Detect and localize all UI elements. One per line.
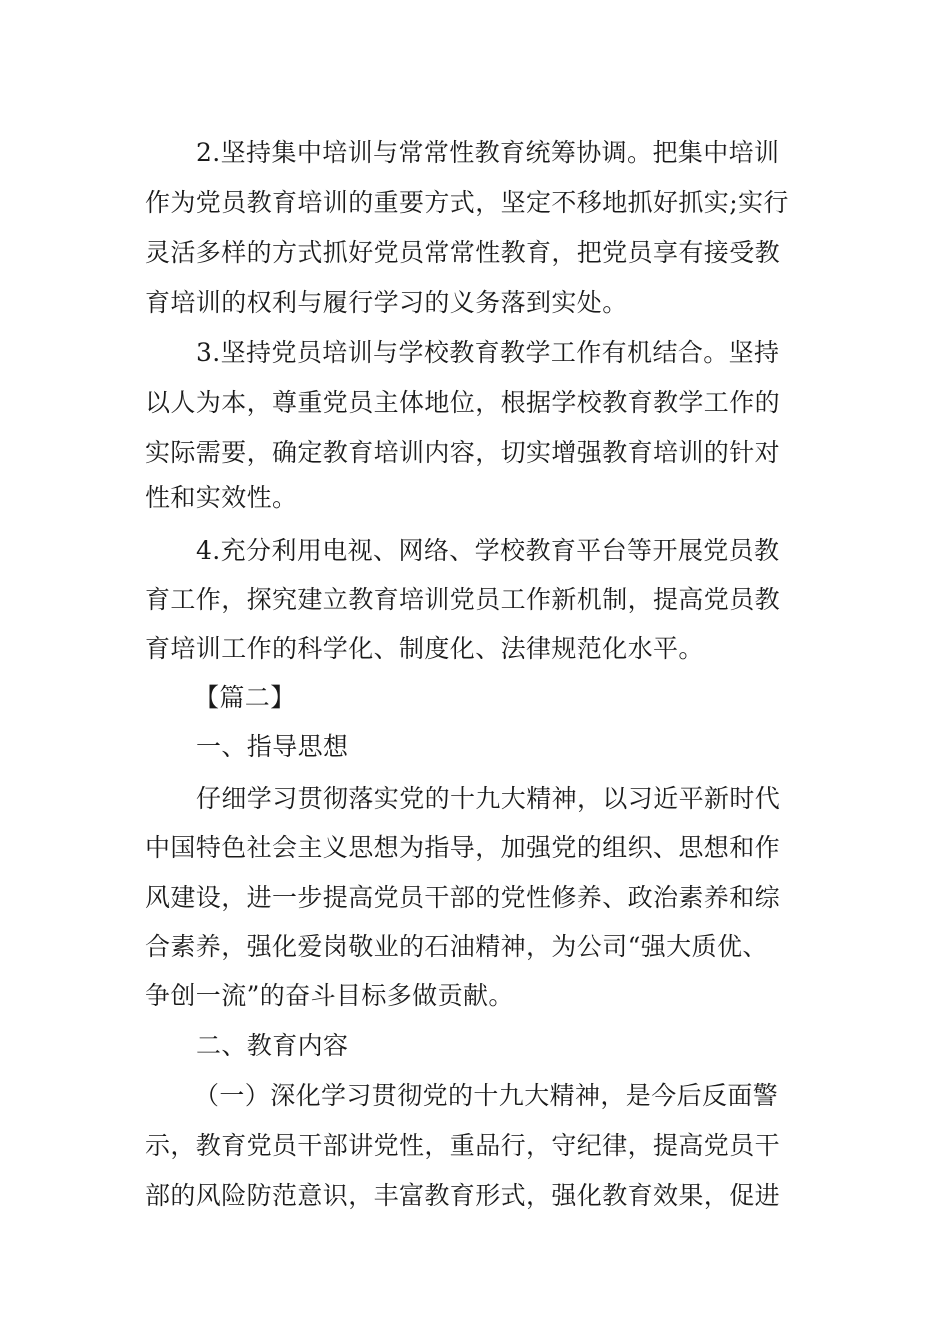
paragraph-line: 4.充分利用电视、网络、学校教育平台等开展党员教 <box>196 536 780 565</box>
paragraph-line: 中国特色社会主义思想为指导，加强党的组织、思想和作 <box>145 833 781 862</box>
paragraph-line: 部的风险防范意识，丰富教育形式，强化教育效果，促进 <box>145 1181 781 1210</box>
paragraph-line: 灵活多样的方式抓好党员常常性教育，把党员享有接受教 <box>145 238 781 267</box>
section-heading-education-content: 二、教育内容 <box>196 1031 349 1060</box>
paragraph-line: 示，教育党员干部讲党性，重品行，守纪律，提高党员干 <box>145 1131 781 1160</box>
paragraph-line: 以人为本，尊重党员主体地位，根据学校教育教学工作的 <box>145 388 781 417</box>
paragraph-line: 3.坚持党员培训与学校教育教学工作有机结合。坚持 <box>196 338 780 367</box>
paragraph-line: 仔细学习贯彻落实党的十九大精神，以习近平新时代 <box>196 784 781 813</box>
paragraph-line: 作为党员教育培训的重要方式，坚定不移地抓好抓实;实行 <box>145 188 789 217</box>
paragraph-line: 2.坚持集中培训与常常性教育统筹协调。把集中培训 <box>196 138 780 167</box>
paragraph-line: 合素养，强化爱岗敬业的石油精神，为公司“强大质优、 <box>145 932 768 961</box>
paragraph-line: （一）深化学习贯彻党的十九大精神，是今后反面警 <box>194 1081 779 1110</box>
paragraph-line: 争创一流”的奋斗目标多做贡献。 <box>145 981 514 1010</box>
paragraph-line: 性和实效性。 <box>145 483 298 512</box>
paragraph-line: 育培训工作的科学化、制度化、法律规范化水平。 <box>145 634 704 663</box>
paragraph-line: 育工作，探究建立教育培训党员工作新机制，提高党员教 <box>145 585 781 614</box>
section-heading-pian-er: 【篇二】 <box>194 683 296 712</box>
paragraph-line: 风建设，进一步提高党员干部的党性修养、政治素养和综 <box>145 883 781 912</box>
paragraph-line: 实际需要，确定教育培训内容，切实增强教育培训的针对 <box>145 438 781 467</box>
paragraph-line: 育培训的权利与履行学习的义务落到实处。 <box>145 288 628 317</box>
section-heading-guiding-thought: 一、指导思想 <box>196 732 349 761</box>
